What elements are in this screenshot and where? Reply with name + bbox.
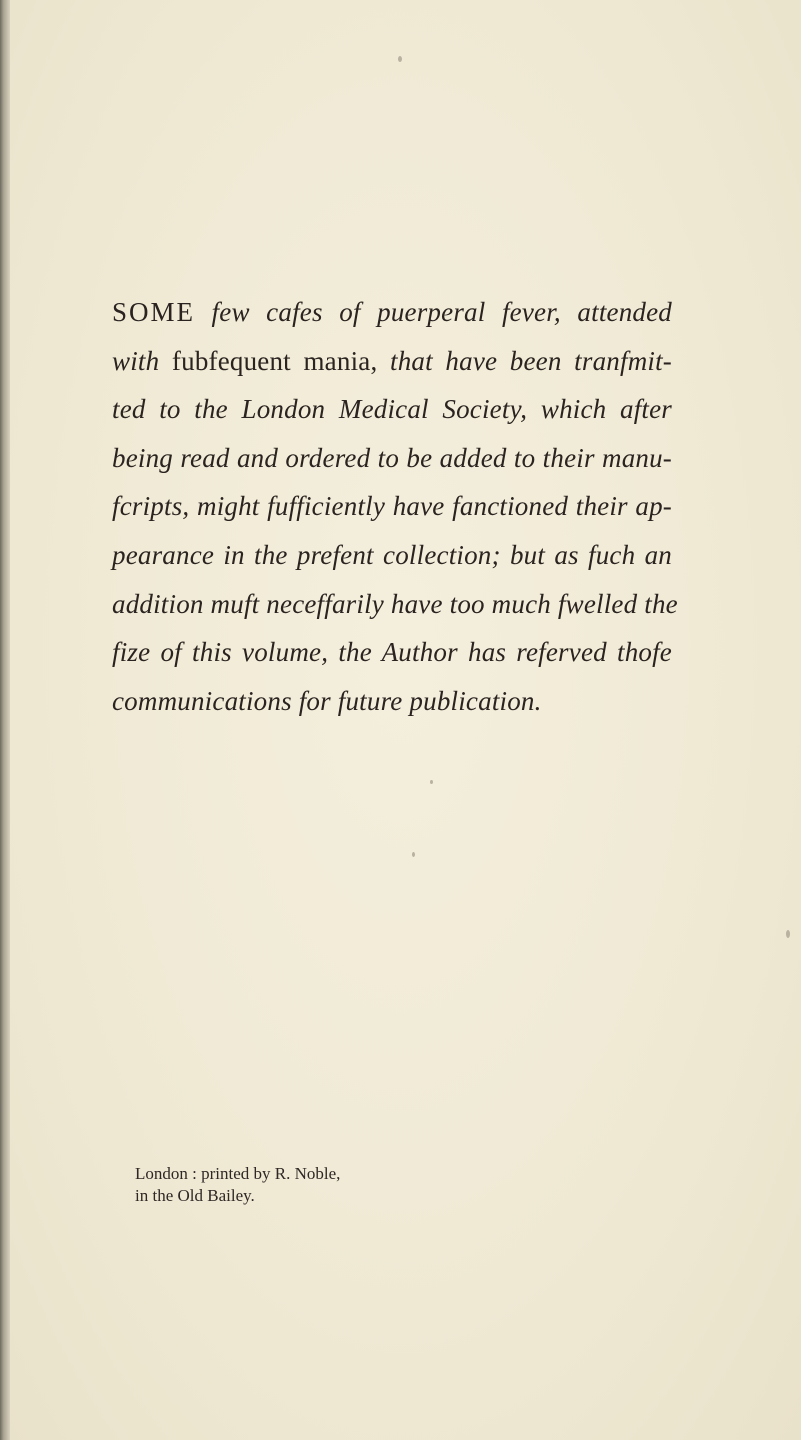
notice-line: pearance in the prefent collection; but as fuch an — [112, 539, 672, 570]
notice-roman-text: fubfequent mania, — [171, 345, 378, 376]
imprint-line: in the Old Bailey. — [135, 1186, 255, 1205]
notice-line: with fubfequent mania, that have been tranfmit- — [112, 345, 672, 376]
notice-line: being read and ordered to be added to their manu- — [112, 442, 672, 473]
notice-line: communications for future publication. — [112, 685, 542, 716]
imprint-line: London : printed by R. Noble, — [135, 1164, 341, 1183]
printer-imprint — [135, 1163, 340, 1207]
paper-speck — [430, 780, 433, 784]
notice-line: fize of this volume, the Author has referved thofe — [112, 637, 672, 668]
paper-speck — [398, 56, 402, 62]
publication-notice — [112, 288, 678, 725]
notice-line: fcripts, might fufficiently have fanctioned their ap- — [112, 491, 672, 522]
notice-line: SOME few cafes of puerperal fever, attended — [112, 297, 672, 327]
notice-line: ted to the London Medical Society, which after — [112, 394, 672, 425]
paper-speck — [412, 852, 415, 857]
paper-speck — [786, 930, 790, 938]
notice-first-word: SOME — [112, 297, 196, 327]
notice-line: addition muft neceffarily have too much fwelled the — [112, 588, 678, 619]
page-gutter-shadow — [0, 0, 10, 1440]
